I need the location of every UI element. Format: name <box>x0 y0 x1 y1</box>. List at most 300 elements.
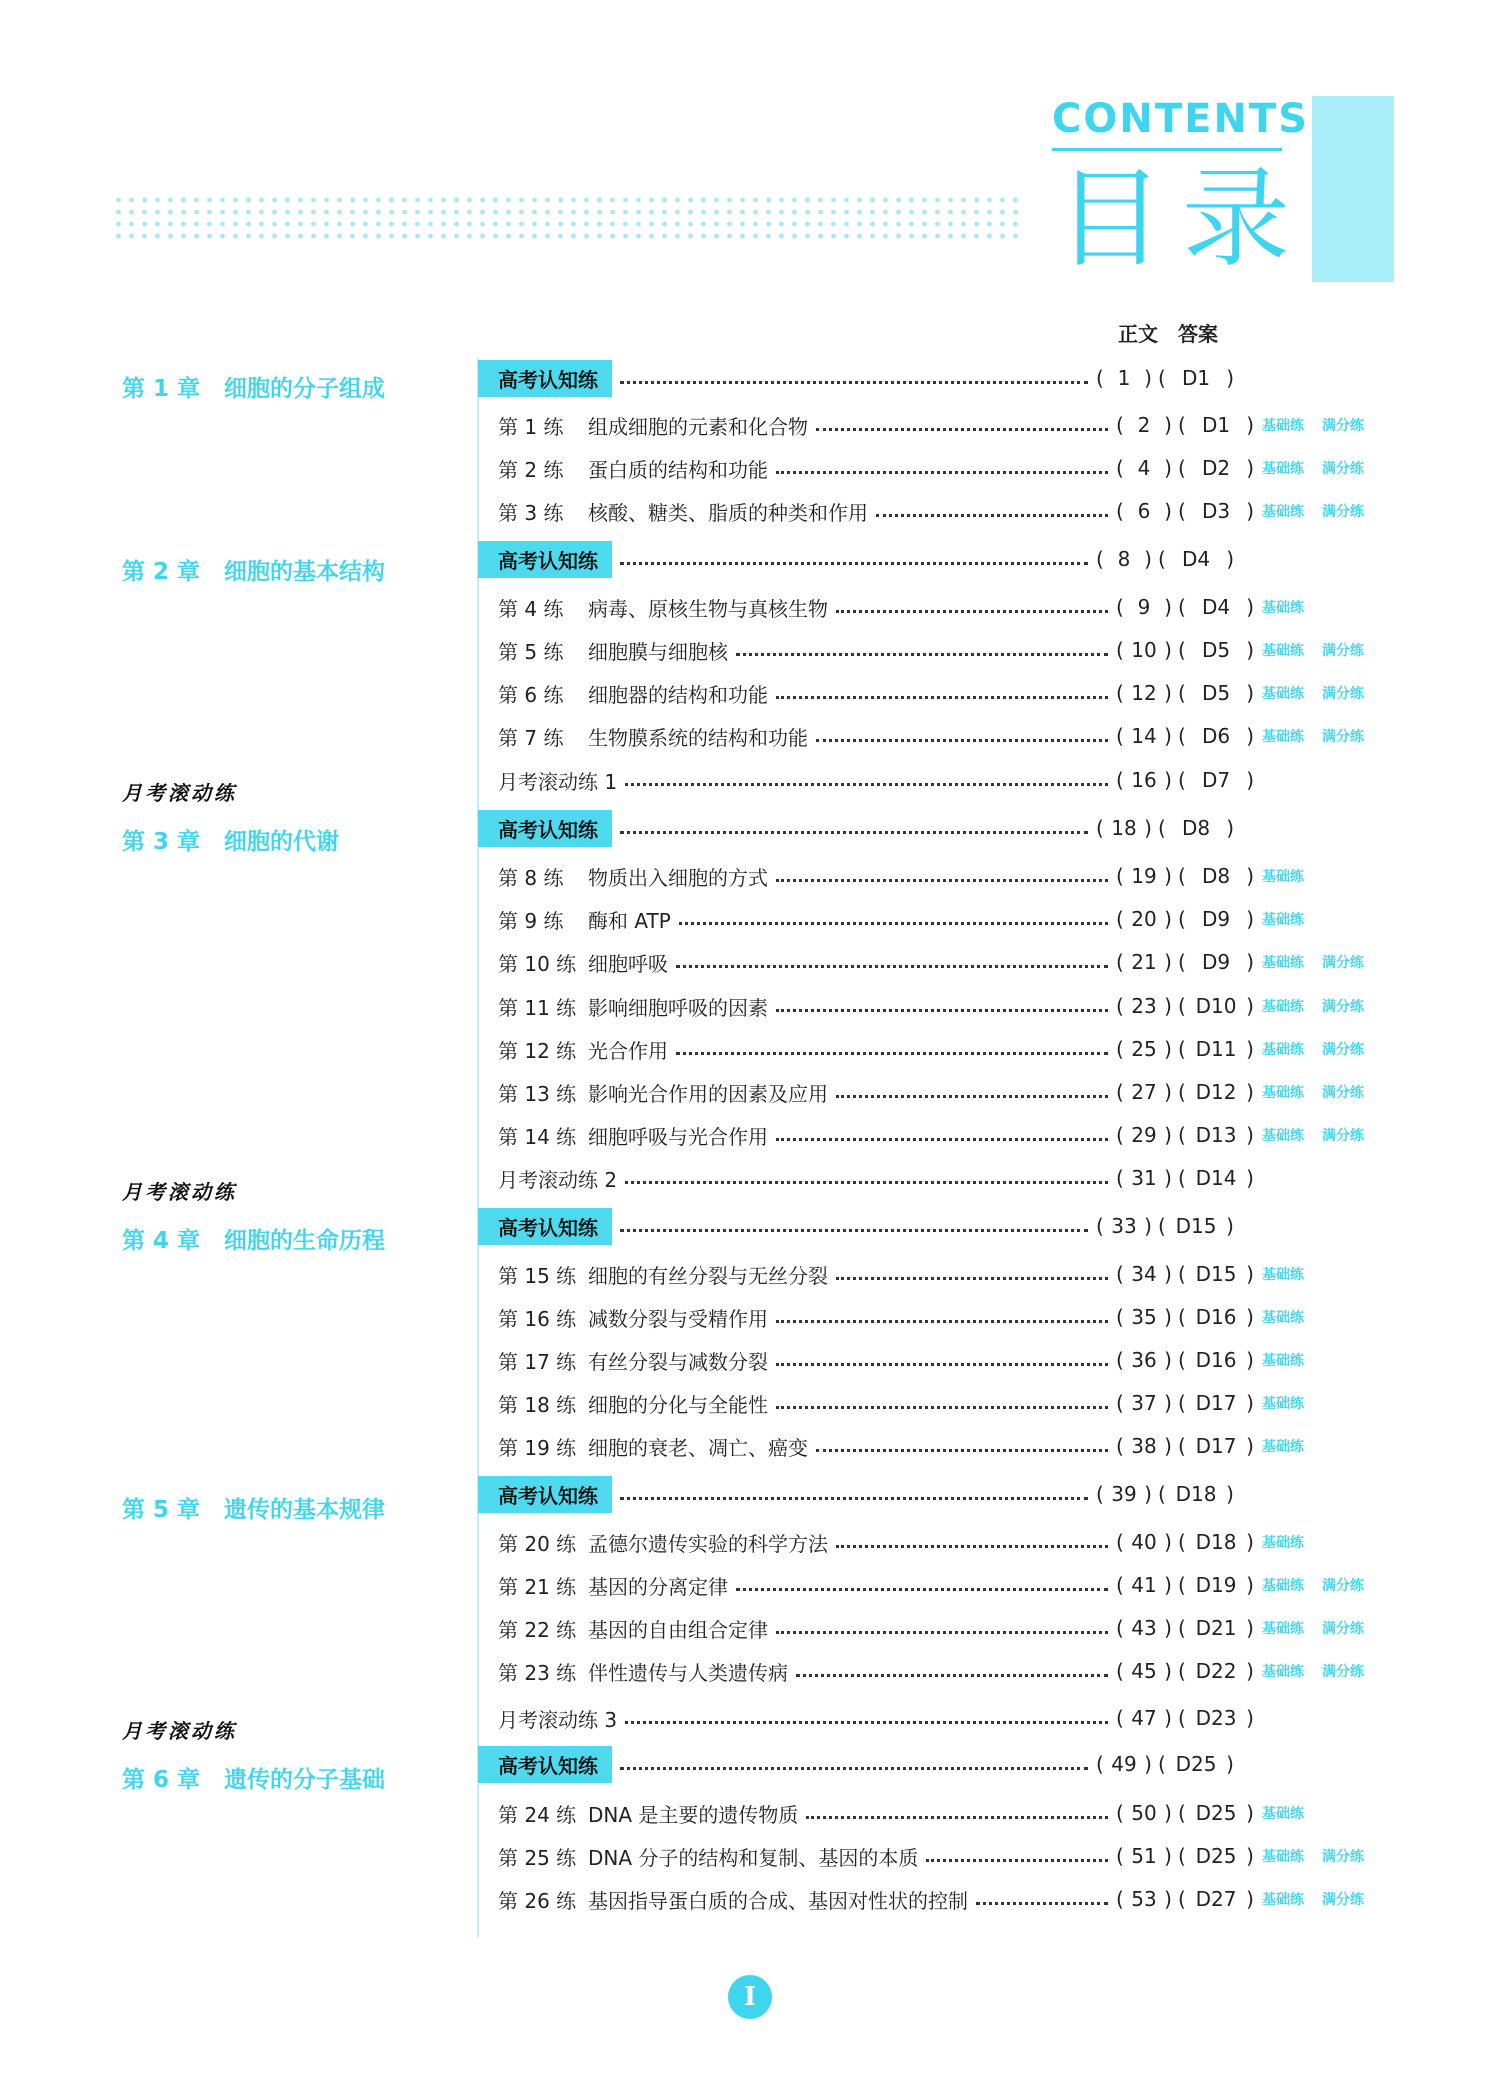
full-tag[interactable]: 满分练 <box>1322 955 1364 971</box>
page-number: 4 <box>1137 456 1151 480</box>
basic-tag[interactable]: 基础练 <box>1262 600 1304 616</box>
entry-title: 细胞器的结构和功能 <box>588 682 768 707</box>
toc-entry[interactable] <box>478 542 1378 576</box>
leader-dots <box>620 562 1088 565</box>
leader-dots <box>806 1816 1108 1819</box>
leader-dots <box>776 1363 1108 1366</box>
basic-tag[interactable]: 基础练 <box>1262 1396 1304 1412</box>
full-tag[interactable]: 满分练 <box>1322 1042 1364 1058</box>
leader-dots <box>816 428 1108 431</box>
leader-dots <box>776 1009 1108 1012</box>
chapter-number: 第 1 章 <box>122 376 201 402</box>
toc-entry[interactable] <box>498 859 1398 893</box>
entry-title: 减数分裂与受精作用 <box>588 1306 768 1331</box>
entry-title: 生物膜系统的结构和功能 <box>588 725 808 750</box>
page-number: 37 <box>1131 1391 1157 1415</box>
page-ref: ( 47 ) <box>1116 1706 1172 1730</box>
toc-entry[interactable] <box>498 590 1398 624</box>
entry-code: 第 13 练 <box>498 1081 577 1106</box>
tag-group <box>1262 1618 1398 1638</box>
answer-ref: ( D7 ) <box>1178 768 1254 792</box>
entry-title: 孟德尔遗传实验的科学方法 <box>588 1531 828 1556</box>
page-ref: ( 6 ) <box>1116 499 1172 523</box>
toc-entry[interactable] <box>498 1882 1398 1916</box>
page-number: 40 <box>1131 1530 1157 1554</box>
answer-ref: ( D6 ) <box>1178 724 1254 748</box>
entry-code: 第 9 练 <box>498 908 564 933</box>
answer-page: D15 <box>1175 1214 1217 1238</box>
page-ref: ( 33 ) <box>1096 1214 1152 1238</box>
answer-page: D27 <box>1195 1887 1237 1911</box>
answer-page: D6 <box>1201 724 1231 748</box>
toc-entry[interactable] <box>478 811 1378 845</box>
chapter-5-label <box>122 1491 385 1524</box>
entry-title: 组成细胞的元素和化合物 <box>588 414 808 439</box>
page-ref: ( 36 ) <box>1116 1348 1172 1372</box>
entry-title: 月考滚动练 1 <box>498 769 618 794</box>
tag-group <box>1262 726 1398 746</box>
basic-tag[interactable]: 基础练 <box>1262 869 1304 885</box>
entry-title: 月考滚动练 3 <box>498 1707 618 1732</box>
basic-tag[interactable]: 基础练 <box>1262 1439 1304 1455</box>
entry-code: 第 1 练 <box>498 414 564 439</box>
toc-entry[interactable] <box>498 1343 1398 1377</box>
tag-group <box>1262 683 1398 703</box>
contents-heading: CONTENTS <box>1052 96 1310 142</box>
full-tag[interactable]: 满分练 <box>1322 1128 1364 1144</box>
page-ref: ( 31 ) <box>1116 1166 1172 1190</box>
page-number: 38 <box>1131 1434 1157 1458</box>
tag-group <box>1262 1889 1398 1909</box>
basic-tag[interactable]: 基础练 <box>1262 461 1304 477</box>
answer-ref: ( D12 ) <box>1178 1080 1254 1104</box>
basic-tag[interactable]: 基础练 <box>1262 1535 1304 1551</box>
answer-ref: ( D19 ) <box>1178 1573 1254 1597</box>
toc-entry[interactable] <box>498 1654 1398 1688</box>
answer-ref: ( D5 ) <box>1178 638 1254 662</box>
column-headers <box>1118 318 1238 347</box>
basic-tag[interactable]: 基础练 <box>1262 955 1304 971</box>
answer-page: D16 <box>1195 1348 1237 1372</box>
answer-ref: ( D21 ) <box>1178 1616 1254 1640</box>
page-ref: ( 51 ) <box>1116 1844 1172 1868</box>
page-ref: ( 53 ) <box>1116 1887 1172 1911</box>
entry-title: 基因的自由组合定律 <box>588 1617 768 1642</box>
answer-ref: ( D8 ) <box>1178 864 1254 888</box>
page-title: 目录 <box>1056 157 1309 282</box>
answer-page: D4 <box>1181 547 1211 571</box>
page-number: 8 <box>1117 547 1131 571</box>
answer-page: D1 <box>1201 413 1231 437</box>
leader-dots <box>676 965 1108 968</box>
page-number: 9 <box>1137 595 1151 619</box>
tag-group <box>1262 1532 1398 1552</box>
page-number: 12 <box>1131 681 1157 705</box>
tag-group <box>1262 1264 1398 1284</box>
full-tag[interactable]: 满分练 <box>1322 461 1364 477</box>
answer-page: D9 <box>1201 950 1231 974</box>
toc-entry[interactable] <box>498 1300 1398 1334</box>
answer-page: D8 <box>1201 864 1231 888</box>
toc-entry[interactable] <box>498 633 1398 667</box>
full-tag[interactable]: 满分练 <box>1322 1085 1364 1101</box>
entry-title: 基因的分离定律 <box>588 1574 728 1599</box>
toc-entry[interactable] <box>498 1525 1398 1559</box>
page-number: 16 <box>1131 768 1157 792</box>
leader-dots <box>816 739 1108 742</box>
page-number: 49 <box>1111 1752 1137 1776</box>
basic-tag[interactable]: 基础练 <box>1262 1621 1304 1637</box>
answer-page: D25 <box>1195 1801 1237 1825</box>
toc-entry[interactable] <box>478 1747 1378 1781</box>
leader-dots <box>816 1449 1108 1452</box>
entry-code: 第 6 练 <box>498 682 564 707</box>
page-ref: ( 21 ) <box>1116 950 1172 974</box>
answer-page: D22 <box>1195 1659 1237 1683</box>
toc-entry[interactable] <box>498 494 1398 528</box>
entry-title: 蛋白质的结构和功能 <box>588 457 768 482</box>
leader-dots <box>620 381 1088 384</box>
entry-title: 光合作用 <box>588 1038 668 1063</box>
tag-group <box>1262 866 1398 886</box>
leader-dots <box>876 514 1108 517</box>
tag-group <box>1262 1803 1398 1823</box>
answer-page: D25 <box>1175 1752 1217 1776</box>
full-tag[interactable]: 满分练 <box>1322 418 1364 434</box>
leader-dots <box>620 1229 1088 1232</box>
page-number: 31 <box>1131 1166 1157 1190</box>
answer-page: D23 <box>1195 1706 1237 1730</box>
full-tag[interactable]: 满分练 <box>1322 504 1364 520</box>
basic-tag[interactable]: 基础练 <box>1262 643 1304 659</box>
entry-title: 基因指导蛋白质的合成、基因对性状的控制 <box>588 1888 968 1913</box>
basic-tag[interactable]: 基础练 <box>1262 729 1304 745</box>
answer-page: D18 <box>1175 1482 1217 1506</box>
page-number: 51 <box>1131 1844 1157 1868</box>
basic-tag[interactable]: 基础练 <box>1262 1267 1304 1283</box>
page-ref: ( 4 ) <box>1116 456 1172 480</box>
tag-group <box>1262 640 1398 660</box>
basic-tag[interactable]: 基础练 <box>1262 1664 1304 1680</box>
full-tag[interactable]: 满分练 <box>1322 686 1364 702</box>
basic-tag[interactable]: 基础练 <box>1262 1849 1304 1865</box>
leader-dots <box>976 1902 1108 1905</box>
tag-group <box>1262 1125 1398 1145</box>
entry-code: 第 17 练 <box>498 1349 577 1374</box>
toc-entry[interactable] <box>478 1477 1378 1511</box>
basic-tag[interactable]: 基础练 <box>1262 1578 1304 1594</box>
entry-code: 第 12 练 <box>498 1038 577 1063</box>
monthly-label-2: 月考滚动练 <box>122 1180 237 1204</box>
leader-dots <box>836 610 1108 613</box>
page-ref: ( 49 ) <box>1096 1752 1152 1776</box>
chapter-name: 遗传的基本规律 <box>224 1497 386 1523</box>
page-number: 21 <box>1131 950 1157 974</box>
toc-entry[interactable] <box>498 763 1398 797</box>
toc-entry[interactable] <box>498 902 1398 936</box>
answer-ref: ( D16 ) <box>1178 1348 1254 1372</box>
toc-entry[interactable] <box>498 1032 1398 1066</box>
basic-tag[interactable]: 基础练 <box>1262 1085 1304 1101</box>
answer-page: D11 <box>1195 1037 1237 1061</box>
tag-group <box>1262 458 1398 478</box>
decorative-block <box>1312 96 1394 282</box>
entry-code: 第 7 练 <box>498 725 564 750</box>
toc-entry[interactable] <box>498 1075 1398 1109</box>
answer-ref: ( D2 ) <box>1178 456 1254 480</box>
leader-dots <box>625 783 1108 786</box>
chapter-name: 细胞的分子组成 <box>224 376 386 402</box>
entry-code: 第 14 练 <box>498 1124 577 1149</box>
entry-title: 细胞呼吸与光合作用 <box>588 1124 768 1149</box>
page-number: 1 <box>1117 366 1131 390</box>
page-number: 47 <box>1131 1706 1157 1730</box>
answer-ref: ( D5 ) <box>1178 681 1254 705</box>
answer-ref: ( D18 ) <box>1178 1530 1254 1554</box>
entry-title: 月考滚动练 2 <box>498 1167 618 1192</box>
page-number: 10 <box>1131 638 1157 662</box>
tag-group <box>1262 415 1398 435</box>
entry-title: 物质出入细胞的方式 <box>588 865 768 890</box>
page-number: 36 <box>1131 1348 1157 1372</box>
basic-tag[interactable]: 基础练 <box>1262 1353 1304 1369</box>
toc-entry[interactable] <box>498 989 1398 1023</box>
leader-dots <box>620 1767 1088 1770</box>
page-number: 35 <box>1131 1305 1157 1329</box>
basic-tag[interactable]: 基础练 <box>1262 1128 1304 1144</box>
tag-group <box>1262 1039 1398 1059</box>
tag-group <box>1262 909 1398 929</box>
answer-ref: ( D15 ) <box>1178 1262 1254 1286</box>
leader-dots <box>679 922 1108 925</box>
page-ref: ( 29 ) <box>1116 1123 1172 1147</box>
full-tag[interactable]: 满分练 <box>1322 1621 1364 1637</box>
answer-ref: ( D25 ) <box>1158 1752 1234 1776</box>
entry-code: 第 2 练 <box>498 457 564 482</box>
page-ref: ( 45 ) <box>1116 1659 1172 1683</box>
answer-page: D10 <box>1195 994 1237 1018</box>
page-ref: ( 25 ) <box>1116 1037 1172 1061</box>
page-ref: ( 27 ) <box>1116 1080 1172 1104</box>
basic-tag[interactable]: 基础练 <box>1262 912 1304 928</box>
page-number: 50 <box>1131 1801 1157 1825</box>
chapter-name: 细胞的代谢 <box>224 829 340 855</box>
answer-ref: ( D22 ) <box>1178 1659 1254 1683</box>
entry-code: 第 22 练 <box>498 1617 577 1642</box>
toc-entry[interactable] <box>478 1209 1378 1243</box>
toc-entry[interactable] <box>498 1839 1398 1873</box>
leader-dots <box>836 1277 1108 1280</box>
chapter-3-label <box>122 823 339 856</box>
basic-tag[interactable]: 基础练 <box>1262 1042 1304 1058</box>
toc-entry[interactable] <box>498 945 1398 979</box>
entry-code: 第 18 练 <box>498 1392 577 1417</box>
entry-code: 第 26 练 <box>498 1888 577 1913</box>
toc-entry[interactable] <box>498 408 1398 442</box>
chapter-1-label <box>122 370 385 403</box>
tag-group <box>1262 1082 1398 1102</box>
basic-tag[interactable]: 基础练 <box>1262 1806 1304 1822</box>
entry-title: 高考认知练 <box>478 541 612 578</box>
toc-entry[interactable] <box>478 361 1378 395</box>
chapter-number: 第 2 章 <box>122 559 201 585</box>
page-ref: ( 35 ) <box>1116 1305 1172 1329</box>
answer-ref: ( D8 ) <box>1158 816 1234 840</box>
heading-underline <box>1052 148 1282 151</box>
tag-group <box>1262 952 1398 972</box>
answer-page: D12 <box>1195 1080 1237 1104</box>
tag-group <box>1262 996 1398 1016</box>
answer-ref: ( D17 ) <box>1178 1434 1254 1458</box>
basic-tag[interactable]: 基础练 <box>1262 999 1304 1015</box>
entry-code: 第 3 练 <box>498 500 564 525</box>
full-tag[interactable]: 满分练 <box>1322 1664 1364 1680</box>
chapter-name: 细胞的生命历程 <box>224 1228 386 1254</box>
entry-title: 细胞膜与细胞核 <box>588 639 728 664</box>
entry-code: 第 11 练 <box>498 995 577 1020</box>
col-header-text: 正文 <box>1118 322 1158 346</box>
answer-page: D19 <box>1195 1573 1237 1597</box>
answer-ref: ( D11 ) <box>1178 1037 1254 1061</box>
answer-page: D17 <box>1195 1391 1237 1415</box>
chapter-name: 遗传的分子基础 <box>224 1767 386 1793</box>
page-number: 19 <box>1131 864 1157 888</box>
chapter-name: 细胞的基本结构 <box>224 559 386 585</box>
page-ref: ( 19 ) <box>1116 864 1172 888</box>
answer-page: D7 <box>1201 768 1231 792</box>
entry-code: 第 5 练 <box>498 639 564 664</box>
basic-tag[interactable]: 基础练 <box>1262 686 1304 702</box>
answer-page: D9 <box>1201 907 1231 931</box>
entry-title: 伴性遗传与人类遗传病 <box>588 1660 788 1685</box>
page-ref: ( 40 ) <box>1116 1530 1172 1554</box>
leader-dots <box>625 1181 1108 1184</box>
page-ref: ( 50 ) <box>1116 1801 1172 1825</box>
page-number: 43 <box>1131 1616 1157 1640</box>
toc-entry[interactable] <box>498 1429 1398 1463</box>
full-tag[interactable]: 满分练 <box>1322 999 1364 1015</box>
leader-dots <box>776 1138 1108 1141</box>
full-tag[interactable]: 满分练 <box>1322 729 1364 745</box>
leader-dots <box>620 831 1088 834</box>
leader-dots <box>736 1588 1108 1591</box>
toc-entry[interactable] <box>498 1701 1398 1735</box>
answer-page: D18 <box>1195 1530 1237 1554</box>
tag-group <box>1262 597 1398 617</box>
page-ref: ( 16 ) <box>1116 768 1172 792</box>
entry-title: 高考认知练 <box>478 810 612 847</box>
leader-dots <box>796 1674 1108 1677</box>
page-number-badge: I <box>728 1975 772 2019</box>
chapter-number: 第 4 章 <box>122 1228 201 1254</box>
page-ref: ( 1 ) <box>1096 366 1152 390</box>
full-tag[interactable]: 满分练 <box>1322 1578 1364 1594</box>
answer-page: D3 <box>1201 499 1231 523</box>
toc-entry[interactable] <box>498 1161 1398 1195</box>
page-ref: ( 12 ) <box>1116 681 1172 705</box>
full-tag[interactable]: 满分练 <box>1322 643 1364 659</box>
entry-code: 第 10 练 <box>498 951 577 976</box>
toc-entry[interactable] <box>498 676 1398 710</box>
page-ref: ( 10 ) <box>1116 638 1172 662</box>
answer-page: D16 <box>1195 1305 1237 1329</box>
basic-tag[interactable]: 基础练 <box>1262 504 1304 520</box>
answer-ref: ( D1 ) <box>1158 366 1234 390</box>
monthly-label-1: 月考滚动练 <box>122 781 237 805</box>
tag-group <box>1262 1436 1398 1456</box>
full-tag[interactable]: 满分练 <box>1322 1892 1364 1908</box>
entry-code: 第 16 练 <box>498 1306 577 1331</box>
entry-code: 第 21 练 <box>498 1574 577 1599</box>
toc-entry[interactable] <box>498 1118 1398 1152</box>
entry-title: DNA 分子的结构和复制、基因的本质 <box>588 1845 919 1870</box>
page-number: 14 <box>1131 724 1157 748</box>
page-ref: ( 43 ) <box>1116 1616 1172 1640</box>
page-ref: ( 8 ) <box>1096 547 1152 571</box>
page-ref: ( 9 ) <box>1116 595 1172 619</box>
page-number: 27 <box>1131 1080 1157 1104</box>
answer-page: D14 <box>1195 1166 1237 1190</box>
entry-title: 高考认知练 <box>478 360 612 397</box>
entry-code: 第 24 练 <box>498 1802 577 1827</box>
page-number: 2 <box>1137 413 1151 437</box>
page-number: 6 <box>1137 499 1151 523</box>
answer-page: D8 <box>1181 816 1211 840</box>
divider-line <box>477 358 479 1938</box>
basic-tag[interactable]: 基础练 <box>1262 1310 1304 1326</box>
chapter-number: 第 5 章 <box>122 1497 201 1523</box>
page-ref: ( 2 ) <box>1116 413 1172 437</box>
toc-entry[interactable] <box>498 1611 1398 1645</box>
chapter-6-label <box>122 1761 385 1794</box>
answer-page: D4 <box>1201 595 1231 619</box>
entry-title: 病毒、原核生物与真核生物 <box>588 596 828 621</box>
tag-group <box>1262 1846 1398 1866</box>
basic-tag[interactable]: 基础练 <box>1262 1892 1304 1908</box>
toc-entry[interactable] <box>498 1568 1398 1602</box>
leader-dots <box>926 1859 1108 1862</box>
answer-ref: ( D16 ) <box>1178 1305 1254 1329</box>
entry-code: 第 25 练 <box>498 1845 577 1870</box>
entry-code: 第 23 练 <box>498 1660 577 1685</box>
answer-page: D13 <box>1195 1123 1237 1147</box>
toc-entry[interactable] <box>498 1386 1398 1420</box>
entry-title: 细胞的衰老、凋亡、癌变 <box>588 1435 808 1460</box>
answer-ref: ( D25 ) <box>1178 1844 1254 1868</box>
leader-dots <box>776 1406 1108 1409</box>
answer-ref: ( D14 ) <box>1178 1166 1254 1190</box>
answer-page: D17 <box>1195 1434 1237 1458</box>
answer-ref: ( D10 ) <box>1178 994 1254 1018</box>
toc-entry[interactable] <box>498 1796 1398 1830</box>
answer-ref: ( D3 ) <box>1178 499 1254 523</box>
full-tag[interactable]: 满分练 <box>1322 1849 1364 1865</box>
col-header-answer: 答案 <box>1178 322 1218 346</box>
leader-dots <box>836 1095 1108 1098</box>
answer-ref: ( D18 ) <box>1158 1482 1234 1506</box>
answer-ref: ( D1 ) <box>1178 413 1254 437</box>
toc-entry[interactable] <box>498 719 1398 753</box>
page-number: 20 <box>1131 907 1157 931</box>
answer-ref: ( D17 ) <box>1178 1391 1254 1415</box>
leader-dots <box>776 696 1108 699</box>
page-number: 34 <box>1131 1262 1157 1286</box>
page-ref: ( 14 ) <box>1116 724 1172 748</box>
basic-tag[interactable]: 基础练 <box>1262 418 1304 434</box>
page-ref: ( 39 ) <box>1096 1482 1152 1506</box>
toc-entry[interactable] <box>498 1257 1398 1291</box>
toc-entry[interactable] <box>498 451 1398 485</box>
